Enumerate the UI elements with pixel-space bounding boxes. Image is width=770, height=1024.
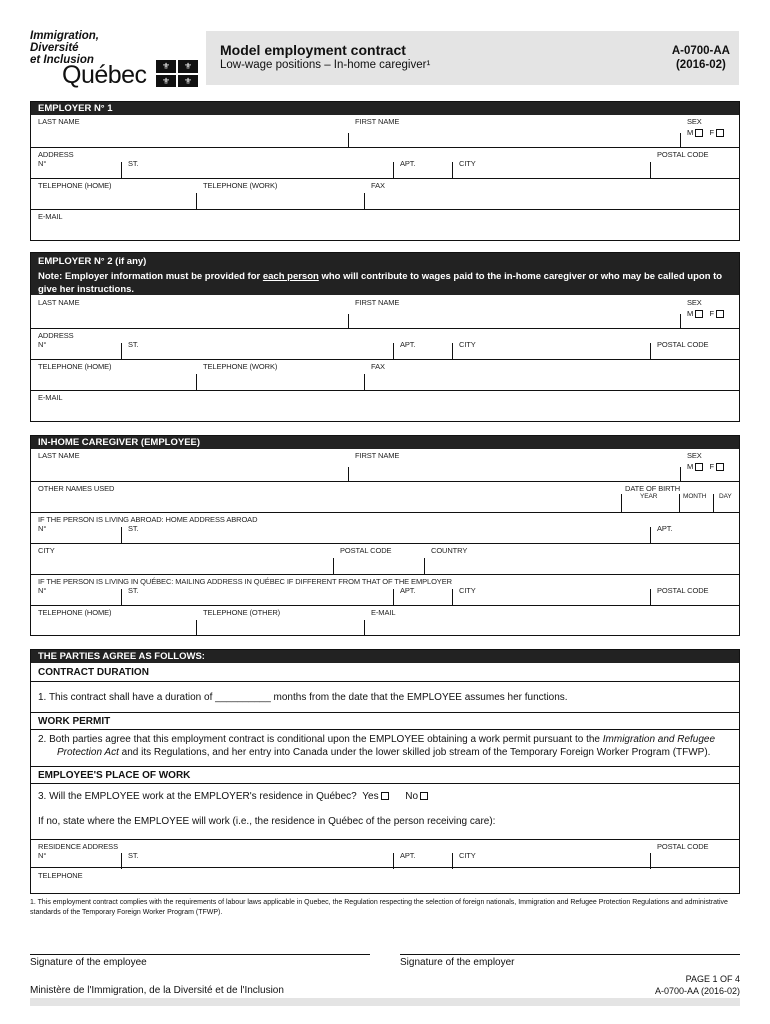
sex-f-checkbox[interactable] <box>716 129 724 137</box>
dob-label: DATE OF BIRTH <box>625 484 681 493</box>
caregiver-header: IN-HOME CAREGIVER (EMPLOYEE) <box>31 436 739 449</box>
sex-f-checkbox[interactable] <box>716 310 724 318</box>
tel-other-label: TELEPHONE (OTHER) <box>203 608 281 617</box>
no-label: N° <box>38 159 47 168</box>
city-label: CITY <box>459 159 476 168</box>
logo-line-2: Diversité <box>30 42 79 54</box>
telephone-label: TELEPHONE <box>38 871 83 880</box>
title-box <box>206 31 739 85</box>
postal-code-label: POSTAL CODE <box>657 150 709 159</box>
sex-m-checkbox[interactable] <box>695 463 703 471</box>
duration-title: CONTRACT DURATION <box>31 664 739 682</box>
sex-f-label: F <box>709 128 715 137</box>
first-name-label: FIRST NAME <box>355 117 400 126</box>
employer2-header <box>31 253 739 295</box>
employer1-email-row[interactable] <box>31 210 739 241</box>
footer-form-code: A-0700-AA (2016-02) <box>654 985 740 996</box>
fax-label: FAX <box>371 181 385 190</box>
logo-line-3: et Inclusion <box>30 54 94 66</box>
clause-2: 2. Both parties agree that this employment contract is conditional upon the EMPLOYEE obtaining a work permit pursuant to the Immigration and Refugee Protection Act and its Regulations, and her entry into Canada under the lower skilled job stream of the Temporary Foreign Worker Program (TFWP). <box>38 734 716 758</box>
caregiver-name-row[interactable]: LAST NAME FIRST NAME SEX M F <box>31 449 739 482</box>
sex-f-checkbox[interactable] <box>716 463 724 471</box>
employee-signature-line[interactable] <box>30 954 370 955</box>
permit-title: WORK PERMIT <box>31 712 739 730</box>
agreement-header: THE PARTIES AGREE AS FOLLOWS: <box>31 650 739 663</box>
caregiver-phone-row[interactable]: TELEPHONE (HOME) TELEPHONE (OTHER) E-MAIL <box>31 606 739 636</box>
in-quebec-label: IF THE PERSON IS LIVING IN QUÉBEC: MAILING ADDRESS IN QUÉBEC IF DIFFERENT FROM THAT OF THE EMPLOYER <box>38 577 452 586</box>
yes-checkbox[interactable] <box>381 792 389 800</box>
last-name-label: LAST NAME <box>38 117 80 126</box>
country-label: COUNTRY <box>431 546 468 555</box>
page-title: Model employment contract <box>220 42 406 58</box>
logo-line-1: Immigration, <box>30 30 100 42</box>
employer2-email-row[interactable]: E-MAIL <box>38 393 63 402</box>
caregiver-quebec-row[interactable]: IF THE PERSON IS LIVING IN QUÉBEC: MAILING ADDRESS IN QUÉBEC IF DIFFERENT FROM THAT OF THE EMPLOYER N° ST. APT. CITY POSTAL CODE <box>31 575 739 606</box>
form-code-number: A-0700-AA <box>671 45 730 57</box>
employer1-address-row[interactable] <box>31 148 739 179</box>
yes-label: Yes <box>362 791 379 802</box>
sex-label: SEX <box>687 117 702 126</box>
clause-1: 1. This contract shall have a duration of __________ months from the date that the EMPLOYEE assumes her functions. <box>38 692 568 703</box>
employer-signature-line[interactable] <box>400 954 740 955</box>
employer2-note: Note: Employer information must be provided for each person who will contribute to wages paid to the in-home caregiver or who may be called upon to give her instructions. <box>38 271 723 295</box>
employer2-phone-row[interactable]: TELEPHONE (HOME) TELEPHONE (WORK) FAX <box>31 360 739 391</box>
caregiver-abroad-row[interactable]: IF THE PERSON IS LIVING ABROAD: HOME ADDRESS ABROAD N° ST. APT. <box>31 513 739 544</box>
caregiver-section <box>30 435 740 636</box>
if-no-text: If no, state where the EMPLOYEE will work (i.e., the residence in Québec of the person receiving care): <box>38 816 496 827</box>
place-title: EMPLOYEE'S PLACE OF WORK <box>31 766 739 784</box>
page-label: PAGE 1 OF 4 <box>685 974 740 984</box>
agreement-section <box>30 649 740 894</box>
tel-home-label: TELEPHONE (HOME) <box>38 181 112 190</box>
employer2-name-row[interactable]: LAST NAME FIRST NAME SEX M F <box>31 296 739 329</box>
ministry-name: Ministère de l'Immigration, de la Diversité et de l'Inclusion <box>30 985 284 996</box>
employer2-section <box>30 252 740 422</box>
form-code-date: (2016-02) <box>675 59 726 71</box>
abroad-label: IF THE PERSON IS LIVING ABROAD: HOME ADDRESS ABROAD <box>38 515 258 524</box>
logo-quebec: Québec <box>62 61 147 89</box>
employer2-title: EMPLOYER N° 2 (if any) <box>38 256 147 267</box>
form-code <box>672 44 730 72</box>
sex-m-checkbox[interactable] <box>695 310 703 318</box>
tel-work-label: TELEPHONE (WORK) <box>203 181 278 190</box>
clause-3: 3. Will the EMPLOYEE work at the EMPLOYER's residence in Québec? Yes No <box>38 791 428 804</box>
residence-address-row[interactable]: RESIDENCE ADDRESS N° ST. APT. CITY POSTAL CODE <box>31 839 739 868</box>
residence-address-label: RESIDENCE ADDRESS <box>38 842 118 851</box>
bottom-bar <box>30 998 740 1006</box>
quebec-flag-icon: ⚜ ⚜ ⚜ ⚜ <box>156 60 198 87</box>
caregiver-othernames-row[interactable]: OTHER NAMES USED DATE OF BIRTH YEAR MONTH DAY <box>31 482 739 513</box>
employer1-name-row[interactable] <box>31 115 739 148</box>
page-subtitle: Low-wage positions – In-home caregiver¹ <box>220 59 431 71</box>
residence-phone-row[interactable] <box>31 868 739 894</box>
no-checkbox[interactable] <box>420 792 428 800</box>
address-label: ADDRESS <box>38 150 74 159</box>
employee-signature-label: Signature of the employee <box>30 957 147 968</box>
employer-signature-label: Signature of the employer <box>400 957 515 968</box>
page-number <box>655 974 740 997</box>
sex-m-label: M <box>687 128 694 137</box>
street-label: ST. <box>128 159 139 168</box>
sex-m-checkbox[interactable] <box>695 129 703 137</box>
footnote: 1. This employment contract complies with the requirements of labour laws applicable in Quebec, the Regulation respecting the selection of foreign nationals, Immigration and Refugee Protection Regulations and administrative standards of the Temporary Foreign Worker Program (TFWP). <box>30 899 728 916</box>
other-names-label: OTHER NAMES USED <box>38 484 115 493</box>
employer1-header: EMPLOYER N° 1 <box>31 102 739 115</box>
no-label: No <box>405 791 419 802</box>
employer2-address-row[interactable]: ADDRESS N° ST. APT. CITY POSTAL CODE <box>31 329 739 360</box>
apt-label: APT. <box>400 159 416 168</box>
email-label: E-MAIL <box>38 212 63 221</box>
caregiver-city-row[interactable]: CITY POSTAL CODE COUNTRY <box>31 544 739 575</box>
employer1-section <box>30 101 740 241</box>
employer1-phone-row[interactable] <box>31 179 739 210</box>
